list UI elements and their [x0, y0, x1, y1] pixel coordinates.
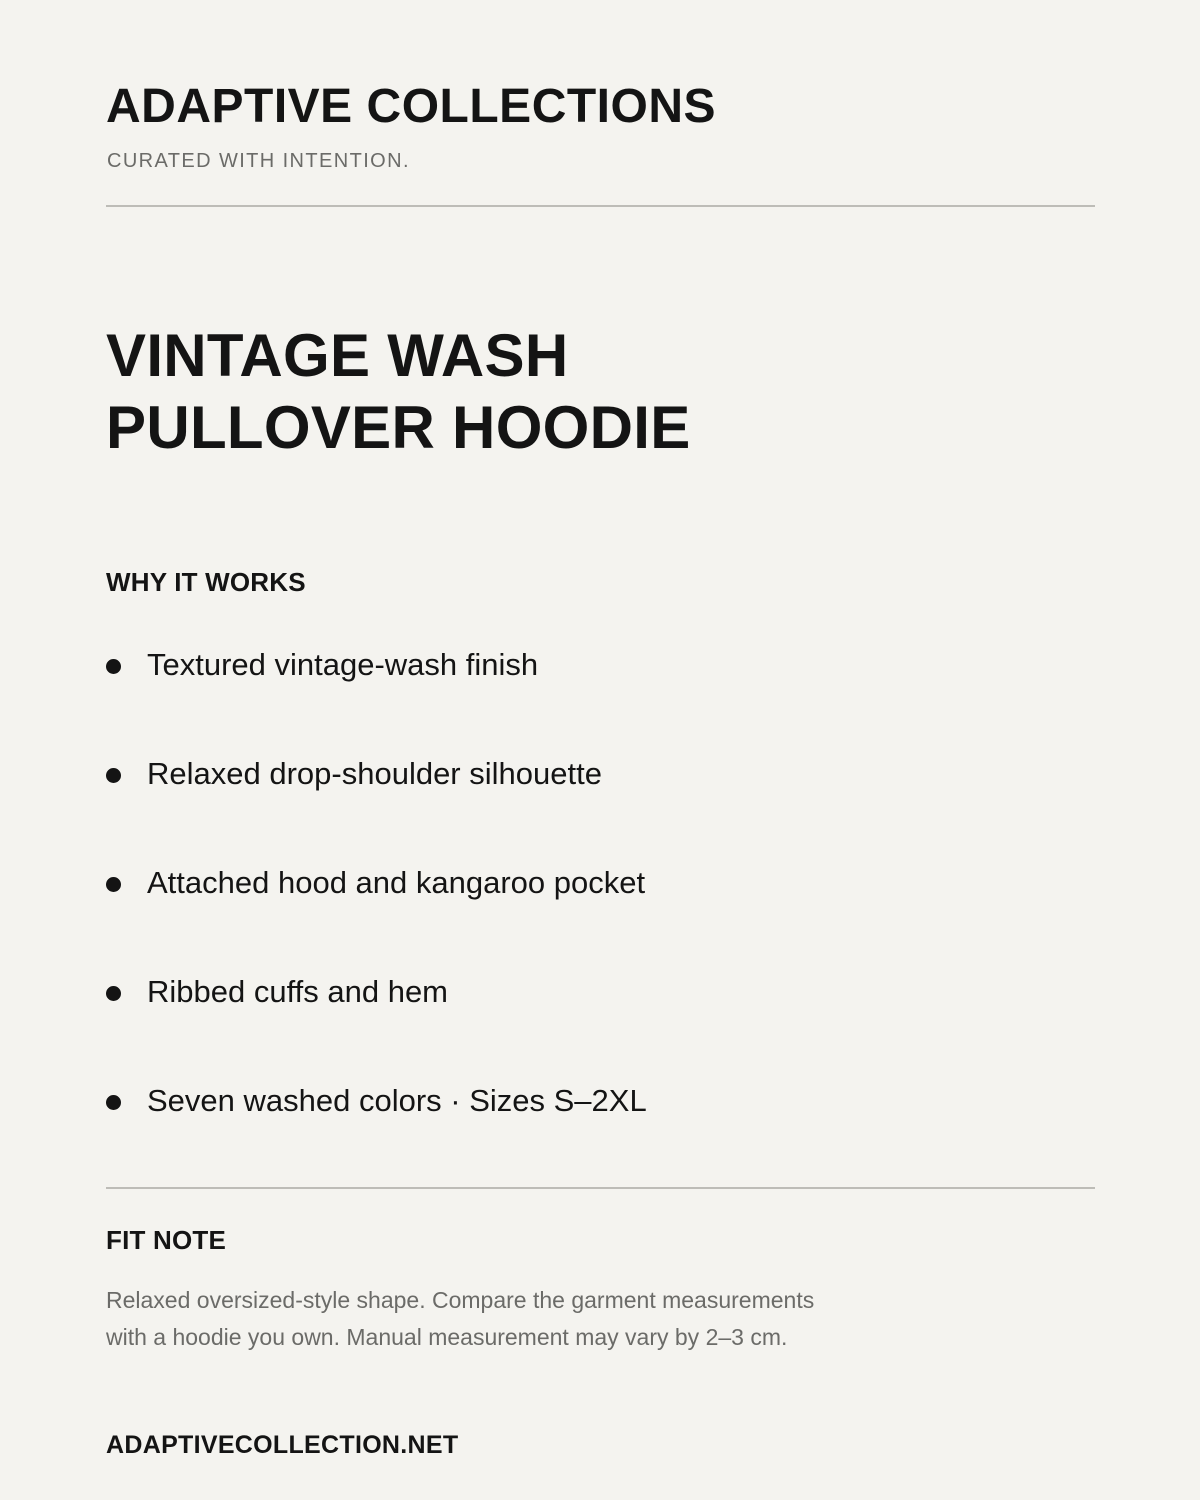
- feature-text: Ribbed cuffs and hem: [147, 974, 449, 1009]
- feature-text: Attached hood and kangaroo pocket: [147, 865, 646, 900]
- list-item: [106, 638, 647, 747]
- bullet-icon: [106, 877, 121, 892]
- list-item: [106, 965, 647, 1074]
- feature-text: Relaxed drop-shoulder silhouette: [147, 756, 602, 791]
- website-url: ADAPTIVECOLLECTION.NET: [106, 1431, 459, 1459]
- fit-note-heading: FIT NOTE: [106, 1225, 227, 1255]
- fit-note-line-2: with a hoodie you own. Manual measurement may vary by 2–3 cm.: [106, 1324, 788, 1350]
- product-title-line-1: VINTAGE WASH: [106, 322, 569, 389]
- list-item: [106, 1074, 647, 1183]
- brand-tagline: CURATED WITH INTENTION.: [107, 150, 410, 172]
- bullet-icon: [106, 986, 121, 1001]
- section-divider: [106, 1187, 1095, 1189]
- bullet-icon: [106, 1095, 121, 1110]
- list-item: [106, 747, 647, 856]
- feature-text: Textured vintage-wash finish: [147, 647, 539, 682]
- product-title-line-2: PULLOVER HOODIE: [106, 394, 691, 461]
- header-divider: [106, 205, 1095, 207]
- why-it-works-heading: WHY IT WORKS: [106, 567, 306, 597]
- bullet-icon: [106, 659, 121, 674]
- product-title: [106, 320, 691, 464]
- feature-text: Seven washed colors · Sizes S–2XL: [147, 1083, 647, 1118]
- product-sheet: [106, 0, 1095, 1500]
- fit-note-body: [106, 1282, 906, 1356]
- brand-name: ADAPTIVE COLLECTIONS: [106, 80, 717, 133]
- bullet-icon: [106, 768, 121, 783]
- feature-list: [106, 638, 647, 1183]
- list-item: [106, 856, 647, 965]
- fit-note-line-1: Relaxed oversized-style shape. Compare the garment measurements: [106, 1287, 815, 1313]
